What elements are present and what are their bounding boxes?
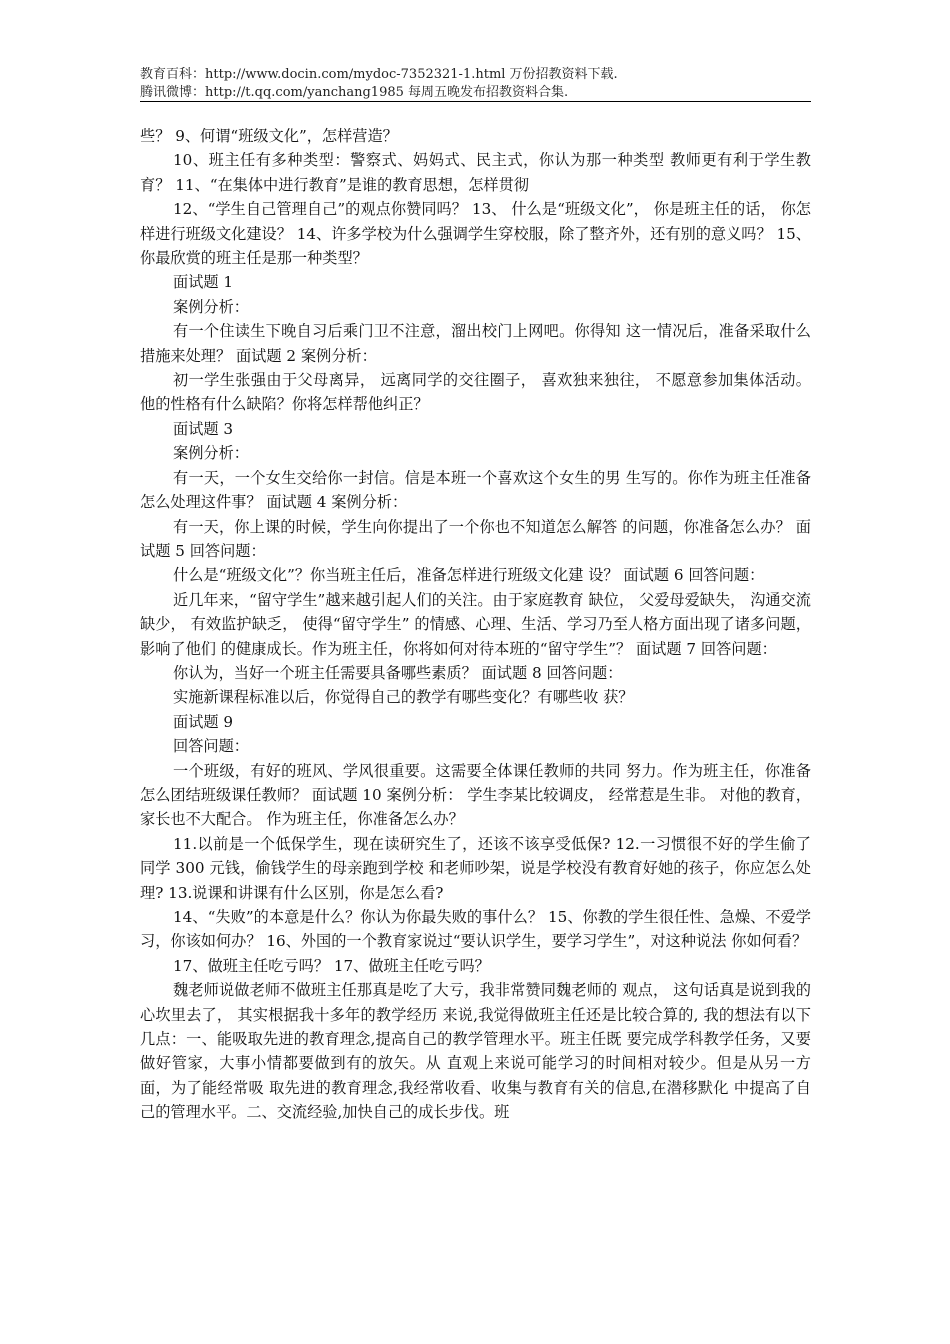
- page-header: [140, 66, 811, 102]
- paragraph: 些？ 9、何谓“班级文化”，怎样营造？: [140, 127, 398, 145]
- paragraph: 有一天，一个女生交给你一封信。信是本班一个喜欢这个女生的男 生写的。你作为班主任准备怎么处理这件事？ 面试题 4 案例分析：: [140, 468, 811, 512]
- paragraph: 一个班级，有好的班风、学风很重要。这需要全体课任教师的共同 努力。作为班主任，你准备怎么团结班级课任教师？ 面试题 10 案例分析： 学生李某比较调皮， 经常惹是生非。 对他的教育， 家长也不大配合。 作为班主任，你准备怎么办？: [140, 761, 811, 829]
- section-heading: 面试题 1: [173, 273, 234, 292]
- paragraph: 近几年来，“留守学生”越来越引起人们的关注。由于家庭教育 缺位， 父爱母爱缺失， 沟通交流缺少， 有效监护缺乏， 使得“留守学生” 的情感、心理、生活、学习乃至人格方面出现了诸多问题，影响了他们 的健康成长。作为班主任，你将如何对待本班的“留守学生”？ 面试题 7 回答问题：: [140, 590, 811, 658]
- paragraph: 17、做班主任吃亏吗？ 17、做班主任吃亏吗？: [173, 956, 490, 975]
- paragraph: 有一个住读生下晚自习后乘门卫不注意，溜出校门上网吧。你得知 这一情况后，准备采取什么措施来处理？ 面试题 2 案例分析：: [140, 322, 811, 365]
- header-weibo-line: 腾讯微博：http://t.qq.com/yanchang1985 每周五晚发布招教资料合集.: [140, 85, 569, 100]
- paragraph: 11.以前是一个低保学生，现在读研究生了，还该不该享受低保? 12.一习惯很不好的学生偷了同学 300 元钱，偷钱学生的母亲跑到学校 和老师吵架，说是学校没有教育好她的孩子，你应怎么处理? 13.说课和讲课有什么区别，你是怎么看?: [140, 834, 811, 902]
- paragraph: 魏老师说做老师不做班主任那真是吃了大亏，我非常赞同魏老师的 观点， 这句话真是说到我的心坎里去了， 其实根据我十多年的教学经历 来说,我觉得做班主任还是比较合算的, 我的想法有以下几点：一、能吸取先进的教育理念,提高自己的教学管理水平。班主任既 要完成学科教学任务，又要做好管家，大事小情都要做到有的放矢。从 直观上来说可能学习的时间相对较少。但是从另一方面，为了能经常吸 取先进的教育理念,我经常收看、收集与教育有关的信息,在潜移默化 中提高了自己的管理水平。二、交流经验,加快自己的成长步伐。班: [140, 981, 811, 1122]
- section-heading: 面试题 3: [173, 419, 234, 438]
- paragraph: 你认为，当好一个班主任需要具备哪些素质？ 面试题 8 回答问题：: [173, 663, 623, 682]
- paragraph: 10、班主任有多种类型：警察式、妈妈式、民主式，你认为那一种类型 教师更有利于学生教育？ 11、“在集体中进行教育”是谁的教育思想，怎样贯彻: [140, 151, 811, 194]
- header-docin-line: 教育百科：http://www.docin.com/mydoc-7352321-1.html 万份招教资料下载.: [140, 67, 618, 82]
- section-subheading: 案例分析：: [173, 444, 249, 463]
- header-divider: [140, 101, 811, 102]
- section-subheading: 回答问题：: [173, 737, 249, 756]
- paragraph: 有一天，你上课的时候，学生向你提出了一个你也不知道怎么解答 的问题，你准备怎么办？ 面试题 5 回答问题：: [140, 517, 811, 560]
- paragraph: 初一学生张强由于父母离异， 远离同学的交往圈子， 喜欢独来独往， 不愿意参加集体活动。 他的性格有什么缺陷？你将怎样帮他纠正？: [140, 371, 811, 414]
- paragraph: 12、“学生自己管理自己”的观点你赞同吗？ 13、 什么是“班级文化”， 你是班主任的话， 你怎样进行班级文化建设？ 14、许多学校为什么强调学生穿校服，除了整齐外，还有别的意义吗？ 15、你最欣赏的班主任是那一种类型？: [140, 200, 811, 268]
- section-subheading: 案例分析：: [173, 297, 249, 316]
- section-heading: 面试题 9: [173, 712, 234, 731]
- paragraph: 实施新课程标准以后，你觉得自己的教学有哪些变化？有哪些收 获？: [173, 688, 634, 707]
- paragraph: 什么是“班级文化”？你当班主任后，准备怎样进行班级文化建 设？ 面试题 6 回答问题：: [173, 566, 765, 585]
- paragraph: 14、“失败”的本意是什么？你认为你最失败的事什么？ 15、你教的学生很任性、急燥、不爱学习，你该如何办？ 16、外国的一个教育家说过“要认识学生，要学习学生”，对这种说法 你如何看？: [140, 908, 811, 951]
- document-body: [140, 124, 811, 1125]
